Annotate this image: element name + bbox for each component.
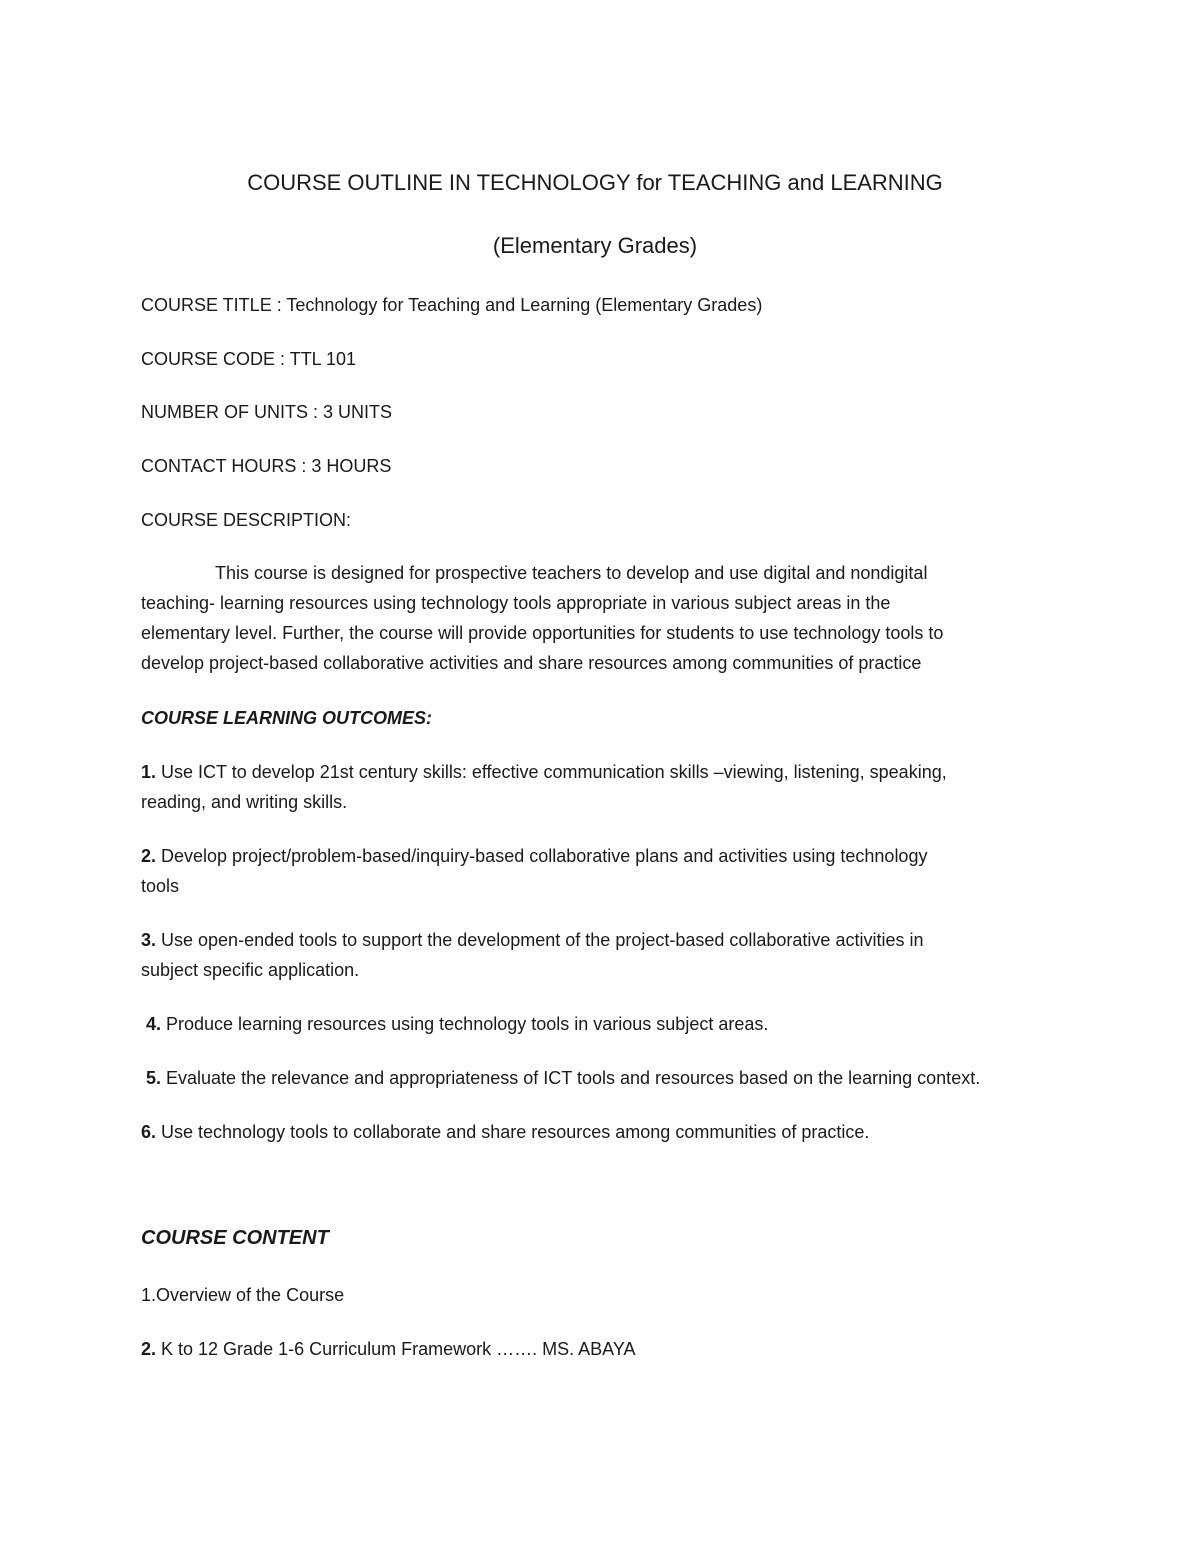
- description-line-1: [141, 558, 927, 588]
- outcome-2-number: 2.: [141, 846, 157, 866]
- outcomes-heading: COURSE LEARNING OUTCOMES:: [141, 708, 433, 728]
- course-code-field: COURSE CODE : TTL 101: [141, 349, 357, 369]
- content-heading: COURSE CONTENT: [141, 1227, 329, 1249]
- description-line-4: develop project-based collaborative activities and share resources among communities of practice: [141, 653, 922, 673]
- units-field: NUMBER OF UNITS : 3 UNITS: [141, 402, 393, 422]
- content-item-2-number: 2.: [141, 1339, 157, 1359]
- description-line-2: teaching- learning resources using technology tools appropriate in various subject areas in the: [141, 593, 891, 613]
- outcome-5-text: Evaluate the relevance and appropriateness of ICT tools and resources based on the learning context.: [161, 1068, 981, 1088]
- outcome-1-line-2: reading, and writing skills.: [141, 792, 348, 812]
- outcome-4-text: Produce learning resources using technology tools in various subject areas.: [161, 1014, 769, 1034]
- outcome-5-number: 5.: [146, 1068, 162, 1088]
- outcome-1-line-1: [141, 757, 947, 787]
- outcome-3-text: Use open-ended tools to support the development of the project-based collaborative activities in: [156, 930, 924, 950]
- content-item-1-text: Overview of the Course: [156, 1285, 345, 1305]
- description-label: COURSE DESCRIPTION:: [141, 510, 352, 530]
- outcome-3-line-1: [141, 925, 923, 955]
- outcome-2-line-2: tools: [141, 876, 180, 896]
- outcome-3-number: 3.: [141, 930, 157, 950]
- outcome-4-line-1: [146, 1009, 768, 1039]
- outcome-1-text: Use ICT to develop 21st century skills: effective communication skills –viewing, listening, speaking,: [156, 762, 947, 782]
- outcome-2-text: Develop project/problem-based/inquiry-based collaborative plans and activities using technology: [156, 846, 928, 866]
- document-subtitle: (Elementary Grades): [492, 233, 698, 258]
- content-item-1: [141, 1280, 344, 1310]
- outcome-2-line-1: [141, 841, 927, 871]
- outcome-5-line-1: [146, 1063, 980, 1093]
- description-text-1: This course is designed for prospective teachers to develop and use digital and nondigital: [215, 563, 928, 583]
- outcome-3-line-2: subject specific application.: [141, 960, 360, 980]
- content-item-2-text: K to 12 Grade 1-6 Curriculum Framework ……. MS. ABAYA: [156, 1339, 636, 1359]
- contact-hours-field: CONTACT HOURS : 3 HOURS: [141, 456, 392, 476]
- description-line-3: elementary level. Further, the course will provide opportunities for students to use technology tools to: [141, 623, 944, 643]
- outcome-4-number: 4.: [146, 1014, 162, 1034]
- outcome-6-line-1: [141, 1117, 869, 1147]
- outcome-6-text: Use technology tools to collaborate and share resources among communities of practice.: [156, 1122, 870, 1142]
- document-title: COURSE OUTLINE IN TECHNOLOGY for TEACHING and LEARNING: [247, 170, 943, 195]
- outcome-1-number: 1.: [141, 762, 157, 782]
- content-item-2: [141, 1334, 636, 1364]
- content-item-1-number: 1.: [141, 1285, 157, 1305]
- course-title-field: COURSE TITLE : Technology for Teaching and Learning (Elementary Grades): [141, 295, 763, 315]
- outcome-6-number: 6.: [141, 1122, 157, 1142]
